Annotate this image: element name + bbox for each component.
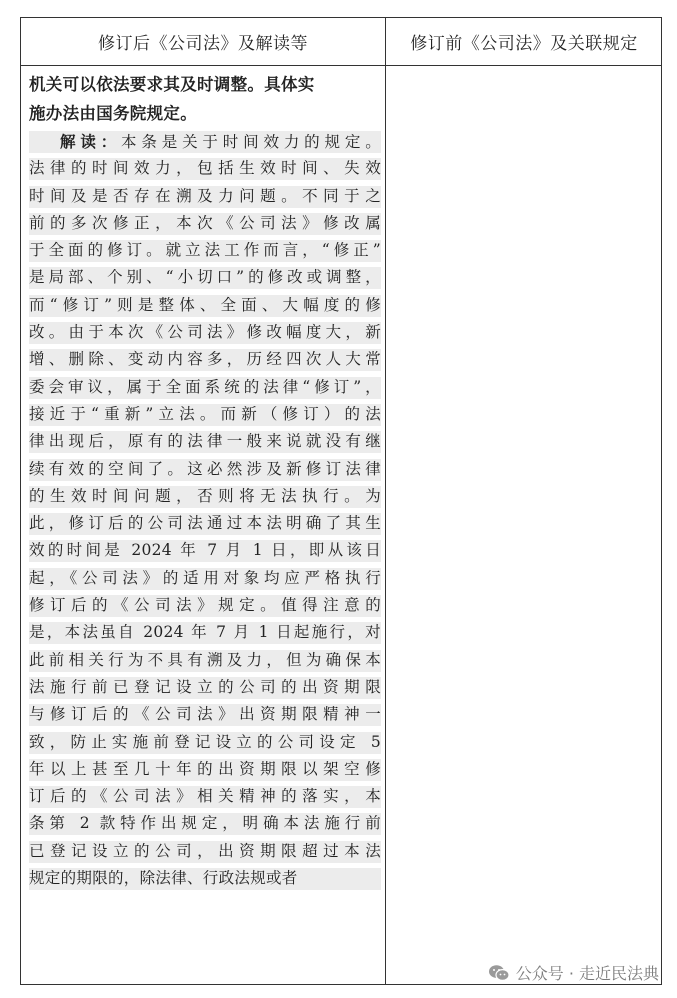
- interpretation-line: 续有效的空间了。这必然涉及新修订法律: [29, 456, 381, 483]
- interpretation-line: 于全面的修订。就立法工作而言，“修正”: [29, 237, 381, 264]
- interpretation-line: 此前相关行为不具有溯及力，但为确保本: [29, 647, 381, 674]
- interpretation-line: 订后的《公司法》相关精神的落实，本: [29, 783, 381, 810]
- header-revised: 修订后《公司法》及解读等: [98, 34, 308, 54]
- interpretation-line: 接近于“重新”立法。而新（修订）的法: [29, 401, 381, 428]
- interpretation-line: 前的多次修正，本次《公司法》修改属: [29, 210, 381, 237]
- interpretation-line: 规定的期限的，除法律、行政法规或者: [29, 865, 381, 892]
- interpretation-line: 是，本法虽自 2024 年 7 月 1 日起施行，对: [29, 619, 381, 646]
- watermark-text: 公众号 · 走近民法典: [515, 964, 659, 983]
- interpretation-line: 是局部、个别、“小切口”的修改或调整，: [29, 264, 381, 291]
- interpretation-line: 与修订后的《公司法》出资期限精神一: [29, 701, 381, 728]
- interpretation-line: 致，防止实施前登记设立的公司设定 5: [29, 729, 381, 756]
- interpretation-line: 改。由于本次《公司法》修改幅度大，新: [29, 319, 381, 346]
- revised-text-cell: [29, 70, 381, 892]
- interpretation-line: 修订后的《公司法》规定。值得注意的: [29, 592, 381, 619]
- header-divider: [21, 65, 661, 66]
- comparison-table: [20, 17, 662, 985]
- watermark: [488, 961, 659, 984]
- interpretation-line: 而“修订”则是整体、全面、大幅度的修: [29, 292, 381, 319]
- interpretation-line: 的生效时间问题，否则将无法执行。为: [29, 483, 381, 510]
- interpretation-line: 时间及是否存在溯及力问题。不同于之: [29, 183, 381, 210]
- interpretation-line: 增、删除、变动内容多，历经四次人大常: [29, 346, 381, 373]
- interpretation-line: 效的时间是 2024 年 7 月 1 日，即从该日: [29, 537, 381, 564]
- article-text-line: 施办法由国务院规定。: [29, 104, 197, 123]
- interpretation-line: 条第 2 款特作出规定，明确本法施行前: [29, 810, 381, 837]
- interpretation-line: 委会审议，属于全面系统的法律“修订”，: [29, 374, 381, 401]
- article-text-line: 机关可以依法要求其及时调整。具体实: [29, 75, 315, 94]
- header-original: 修订前《公司法》及关联规定: [410, 34, 638, 54]
- interpretation-line: 年以上甚至几十年的出资期限以架空修: [29, 756, 381, 783]
- interpretation-label: 解读：: [60, 132, 122, 151]
- interpretation-line: 已登记设立的公司，出资期限超过本法: [29, 838, 381, 865]
- interpretation-line: 此，修订后的公司法通过本法明确了其生: [29, 510, 381, 537]
- interpretation-line: 法律的时间效力，包括生效时间、失效: [29, 155, 381, 182]
- interpretation-line: 律出现后，原有的法律一般来说就没有继: [29, 428, 381, 455]
- interpretation-line: 法施行前已登记设立的公司的出资期限: [29, 674, 381, 701]
- interpretation-line: 解读：本条是关于时间效力的规定。: [29, 128, 381, 155]
- column-divider: [385, 18, 386, 984]
- wechat-icon: [488, 964, 510, 982]
- interpretation-line: 起，《公司法》的适用对象均应严格执行: [29, 565, 381, 592]
